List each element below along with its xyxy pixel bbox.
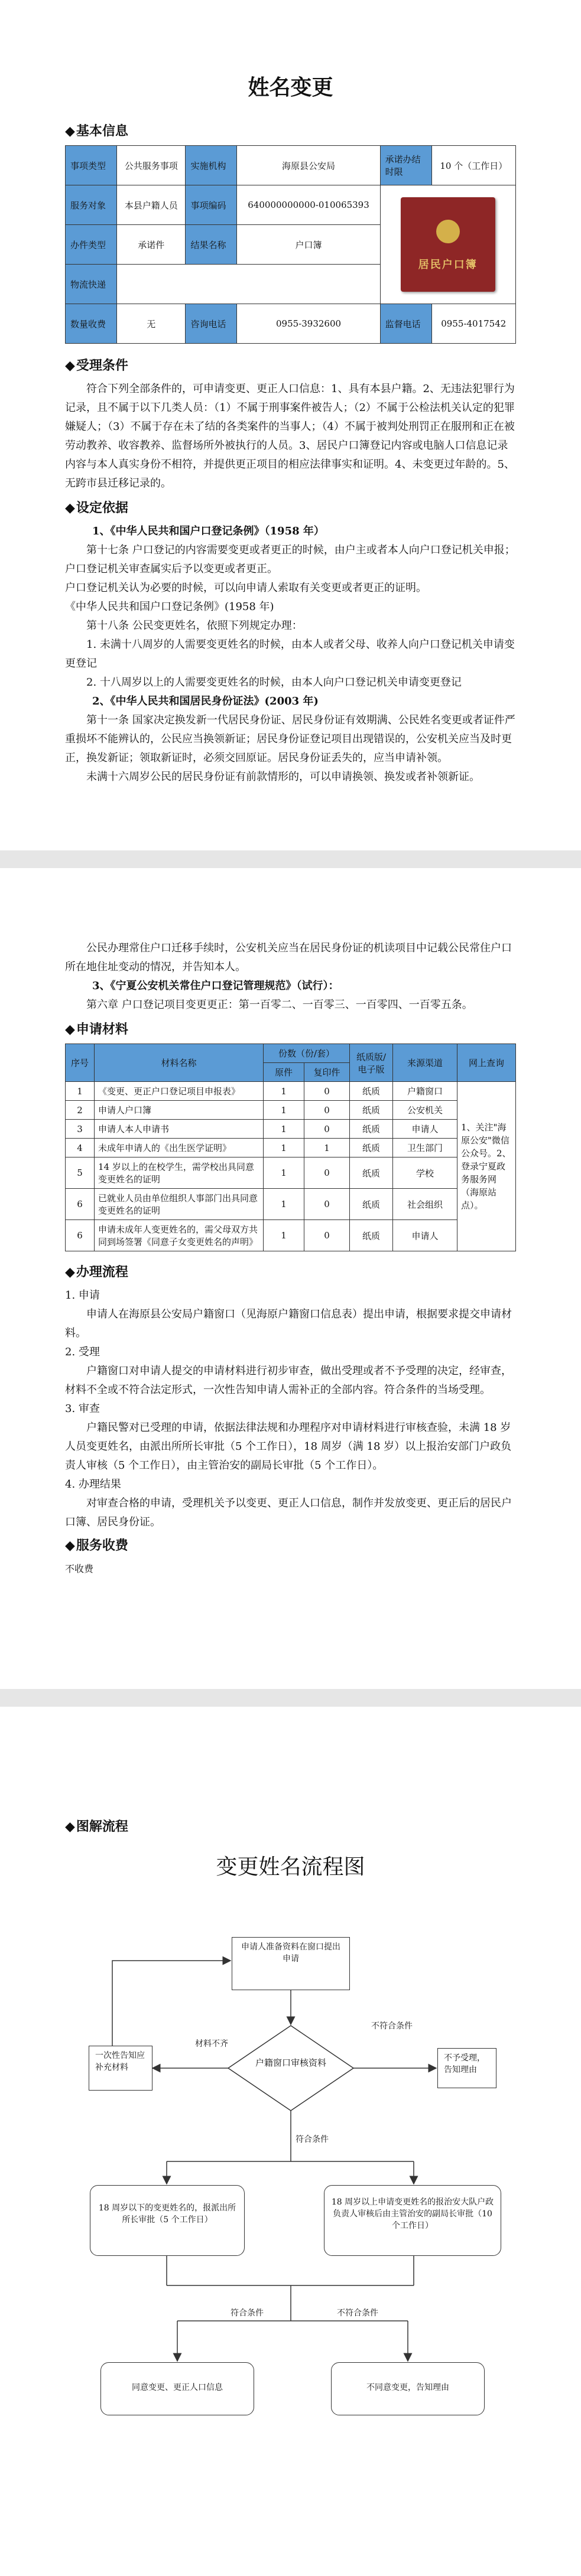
materials-cell-source: 户籍窗口 xyxy=(393,1082,457,1101)
materials-cell-source: 公安机关 xyxy=(393,1101,457,1120)
materials-cell-type: 纸质 xyxy=(350,1139,393,1157)
materials-header-count: 份数（份/套） xyxy=(264,1044,350,1063)
materials-cell-no: 2 xyxy=(66,1101,95,1120)
page-2 xyxy=(0,868,581,1689)
law-1-title: 1、《中华人民共和国户口登记条例》（1958 年） xyxy=(92,525,324,537)
materials-header-name: 材料名称 xyxy=(95,1044,264,1082)
materials-cell-type: 纸质 xyxy=(350,1157,393,1189)
materials-cell-original: 1 xyxy=(264,1101,304,1120)
materials-cell-name: 申请人本人申请书 xyxy=(95,1120,264,1139)
express-value xyxy=(117,265,381,304)
materials-header-online: 网上查询 xyxy=(457,1044,516,1082)
fee-key: 数量收费 xyxy=(66,304,117,344)
flow-node-deny: 不同意变更，告知理由 xyxy=(331,2362,485,2415)
flow-label-fail: 不符合条件 xyxy=(371,2021,413,2031)
materials-cell-name: 《变更、更正户口登记项目申报表》 xyxy=(95,1082,264,1101)
certificate-image-cell xyxy=(380,185,515,304)
flow-node-under-18: 18 周岁以下的变更姓名的，报派出所所长审批（5 个工作日） xyxy=(90,2185,245,2256)
complain-value: 0955-4017542 xyxy=(431,304,515,344)
flow-node-apply: 申请人准备资料在窗口提出申请 xyxy=(232,1937,350,1990)
materials-cell-copy: 0 xyxy=(304,1120,350,1139)
materials-cell-name: 14 岁以上的在校学生，需学校出具同意变更姓名的证明 xyxy=(95,1157,264,1189)
materials-row xyxy=(66,1082,516,1101)
materials-cell-source: 卫生部门 xyxy=(393,1139,457,1157)
materials-cell-copy: 0 xyxy=(304,1220,350,1251)
materials-cell-type: 纸质 xyxy=(350,1082,393,1101)
materials-cell-no: 5 xyxy=(66,1157,95,1189)
materials-row xyxy=(66,1189,516,1220)
materials-cell-original: 1 xyxy=(264,1220,304,1251)
materials-cell-source: 申请人 xyxy=(393,1120,457,1139)
result-key: 结果名称 xyxy=(186,225,237,265)
national-emblem-icon xyxy=(436,220,460,243)
express-key: 物流快递 xyxy=(66,265,117,304)
section-process: ◆ 办理流程 xyxy=(65,1262,516,1280)
materials-header-type: 纸质版/电子版 xyxy=(350,1044,393,1082)
law-2-migration-text: 公民办理常住户口迁移手续时，公安机关应当在居民身份证的机读项目中记载公民常住户口所在地住址变动的情况，并告知本人。 xyxy=(65,942,512,973)
materials-cell-original: 1 xyxy=(264,1120,304,1139)
flow-label-missing: 材料不齐 xyxy=(195,2039,228,2049)
materials-cell-name: 已就业人员由单位组织人事部门出具同意变更姓名的证明 xyxy=(95,1189,264,1220)
law-2-article-11: 第十一条 国家决定换发新一代居民身份证、居民身份证有效期满、公民姓名变更或者证件严重损坏不能辨认的，公民应当换领新证；居民身份证登记项目出现错误的，公安机关应当及时更正，换发新证；领取新证时，必须交回原证。居民身份证丢失的，应当申请补领。 xyxy=(65,714,515,764)
materials-cell-no: 6 xyxy=(66,1189,95,1220)
materials-table xyxy=(65,1044,516,1251)
flow-node-over-18: 18 周岁以上申请变更姓名的报治安大队户政负责人审核后由主管治安的副局长审批（10 个工作日） xyxy=(324,2185,501,2256)
materials-cell-copy: 0 xyxy=(304,1157,350,1189)
materials-cell-type: 纸质 xyxy=(350,1189,393,1220)
flow-label-pass: 符合条件 xyxy=(296,2135,329,2144)
basic-info-table xyxy=(65,145,516,344)
section-fee: ◆ 服务收费 xyxy=(65,1535,516,1554)
page-3 xyxy=(0,1707,581,2576)
law-3-chapter-6: 第六章 户口登记项目变更更正：第一百零二、一百零三、一百零四、一百零五条。 xyxy=(86,999,473,1011)
materials-cell-no: 1 xyxy=(66,1082,95,1101)
materials-header-original: 原件 xyxy=(264,1063,304,1082)
law-1-article-18-item-2: 2. 十八周岁以上的人需要变更姓名的时候，由本人向户口登记机关申请变更登记 xyxy=(86,676,462,689)
materials-cell-original: 1 xyxy=(264,1139,304,1157)
materials-cell-original: 1 xyxy=(264,1189,304,1220)
conditions-text: 符合下列全部条件的，可申请变更、更正人口信息：1、具有本县户籍。2、无违法犯罪行为记录，且不属于以下几类人员：（1）不属于刑事案件被告人；（2）不属于公检法机关认定的犯罪嫌疑人；（3）不属于存在未了结的各类案件的当事人；（4）不属于被判处刑罚正在服刑和正在被劳动教养、收容教养、监督场所外被执行的人员。3、居民户口簿登记内容或电脑人口信息记录内容与本人真实身份不相符，并提供更正项目的相应法律事实和证明。4、未变更过年龄的。5、无跨市县迁移记录的。 xyxy=(65,383,515,490)
page-title: 姓名变更 xyxy=(248,75,333,100)
materials-cell-type: 纸质 xyxy=(350,1101,393,1120)
code-key: 事项编码 xyxy=(186,185,237,225)
materials-cell-original: 1 xyxy=(264,1157,304,1189)
materials-header-source: 来源渠道 xyxy=(393,1044,457,1082)
materials-cell-type: 纸质 xyxy=(350,1120,393,1139)
flow-node-supplement: 一次性告知应补充材料 xyxy=(89,2046,152,2091)
materials-cell-copy: 1 xyxy=(304,1139,350,1157)
target-key: 服务对象 xyxy=(66,185,117,225)
form-key: 办件类型 xyxy=(66,225,117,265)
fee-text: 不收费 xyxy=(65,1563,94,1574)
section-materials: ◆ 申请材料 xyxy=(65,1019,516,1038)
law-1-article-18: 第十八条 公民变更姓名，依照下列规定办理： xyxy=(86,619,303,632)
materials-row xyxy=(66,1220,516,1251)
materials-cell-no: 3 xyxy=(66,1120,95,1139)
section-diagram: ◆ 图解流程 xyxy=(65,1817,516,1835)
process-step-1-text: 申请人在海原县公安局户籍窗口（见海原户籍窗口信息表）提出申请，根据要求提交申请材料。 xyxy=(65,1308,512,1339)
household-register-image xyxy=(401,197,495,292)
process-step-2-title: 2. 受理 xyxy=(65,1346,100,1358)
law-3-title: 3、《宁夏公安机关常住户口登记管理规范》（试行）： xyxy=(92,980,339,992)
flowchart xyxy=(0,1902,581,2551)
consult-value: 0955-3932600 xyxy=(237,304,380,344)
law-1-article-17-note: 户口登记机关认为必要的时候，可以向申请人索取有关变更或者更正的证明。 xyxy=(65,582,427,594)
item-type-key: 事项类型 xyxy=(66,146,117,185)
materials-row xyxy=(66,1139,516,1157)
materials-cell-source: 申请人 xyxy=(393,1220,457,1251)
code-value: 640000000000-010065393 xyxy=(237,185,380,225)
materials-cell-no: 6 xyxy=(66,1220,95,1251)
flowchart-title: 变更姓名流程图 xyxy=(216,1855,365,1879)
deadline-value: 10 个（工作日） xyxy=(431,146,515,185)
materials-online-query: 1、关注"海原公安"微信公众号。2、登录宁夏政务服务网（海原站点）。 xyxy=(457,1082,516,1251)
law-2-article-11-note: 未满十六周岁公民的居民身份证有前款情形的，可以申请换领、换发或者补领新证。 xyxy=(86,771,480,783)
agency-key: 实施机构 xyxy=(186,146,237,185)
law-2-title: 2、《中华人民共和国居民身份证法》(2003 年) xyxy=(92,695,319,707)
section-basic-info: ◆ 基本信息 xyxy=(65,121,516,139)
process-step-1-title: 1. 申请 xyxy=(65,1289,100,1302)
process-step-4-text: 对审查合格的申请，受理机关予以变更、更正人口信息，制作并发放变更、更正后的居民户口簿、居民身份证。 xyxy=(65,1497,512,1528)
process-step-4-title: 4. 办理结果 xyxy=(65,1478,121,1491)
law-1-article-17: 第十七条 户口登记的内容需要变更或者更正的时候，由户主或者本人向户口登记机关申报；户口登记机关审查属实后予以变更或者更正。 xyxy=(65,544,515,575)
materials-cell-type: 纸质 xyxy=(350,1220,393,1251)
flow-label-pass-2: 符合条件 xyxy=(231,2308,264,2318)
materials-cell-no: 4 xyxy=(66,1139,95,1157)
deadline-key: 承诺办结时限 xyxy=(380,146,431,185)
flow-node-reject: 不予受理，告知理由 xyxy=(437,2048,496,2088)
materials-cell-copy: 0 xyxy=(304,1189,350,1220)
process-step-2-text: 户籍窗口对申请人提交的申请材料进行初步审查，做出受理或者不予受理的决定，经审查，材料不全或不符合法定形式，一次性告知申请人需补正的全部内容。符合条件的当场受理。 xyxy=(65,1365,512,1396)
materials-table-body xyxy=(66,1082,516,1251)
materials-cell-copy: 0 xyxy=(304,1101,350,1120)
law-1-citation: 《中华人民共和国户口登记条例》(1958 年) xyxy=(65,601,274,613)
materials-cell-copy: 0 xyxy=(304,1082,350,1101)
section-conditions: ◆ 受理条件 xyxy=(65,356,516,374)
process-step-3-title: 3. 审查 xyxy=(65,1403,100,1415)
materials-header-no: 序号 xyxy=(66,1044,95,1082)
process-step-3-text: 户籍民警对已受理的申请，依据法律法规和办理程序对申请材料进行审核查验，未满 18 岁人员变更姓名，由派出所所长审批（5 个工作日），18 周岁（满 18 岁）以上报治安部门户政负责人审核（5 个工作日），由主管治安的副局长审批（5 个工作日）。 xyxy=(65,1421,512,1472)
materials-cell-original: 1 xyxy=(264,1082,304,1101)
materials-row xyxy=(66,1101,516,1120)
flow-node-approve: 同意变更、更正人口信息 xyxy=(100,2362,254,2415)
materials-cell-name: 未成年申请人的《出生医学证明》 xyxy=(95,1139,264,1157)
agency-value: 海原县公安局 xyxy=(237,146,380,185)
result-value: 户口簿 xyxy=(237,225,380,265)
target-value: 本县户籍人员 xyxy=(117,185,186,225)
item-type-value: 公共服务事项 xyxy=(117,146,186,185)
materials-row xyxy=(66,1120,516,1139)
materials-header-copy: 复印件 xyxy=(304,1063,350,1082)
form-value: 承诺件 xyxy=(117,225,186,265)
materials-cell-name: 申请未成年人变更姓名的，需父母双方共同到场签署《同意子女变更姓名的声明》 xyxy=(95,1220,264,1251)
section-basis: ◆ 设定依据 xyxy=(65,498,516,516)
page-1 xyxy=(0,0,581,850)
flow-node-review: 户籍窗口审核资料 xyxy=(255,2057,326,2068)
materials-cell-name: 申请人户口簿 xyxy=(95,1101,264,1120)
consult-key: 咨询电话 xyxy=(186,304,237,344)
materials-cell-source: 社会组织 xyxy=(393,1189,457,1220)
flow-label-fail-2: 不符合条件 xyxy=(337,2308,378,2318)
law-1-article-18-item-1: 1. 未满十八周岁的人需要变更姓名的时候，由本人或者父母、收养人向户口登记机关申请变更登记 xyxy=(65,638,515,670)
materials-cell-source: 学校 xyxy=(393,1157,457,1189)
materials-row xyxy=(66,1157,516,1189)
complain-key: 监督电话 xyxy=(380,304,431,344)
fee-value: 无 xyxy=(117,304,186,344)
certificate-title: 居民户口簿 xyxy=(418,259,478,271)
